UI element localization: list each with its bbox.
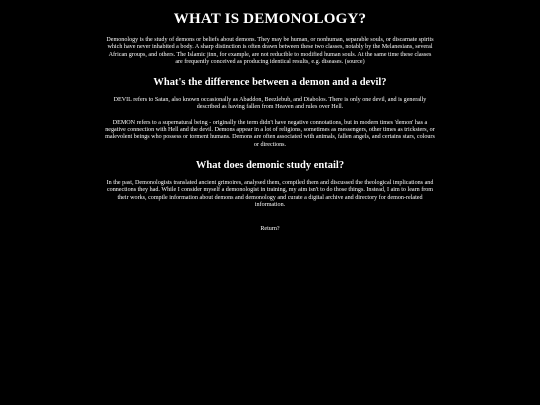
section-heading-demon-vs-devil: What's the difference between a demon and a devil?	[153, 77, 387, 89]
source-link[interactable]: (source)	[344, 58, 365, 65]
return-link[interactable]: Return?	[260, 226, 280, 233]
devil-paragraph: DEVIL refers to Satan, also known occasionally as Abaddon, Beezlebub, and Diabolos. There is only one devil, and is generally described as having fallen from Heaven and rules over Hell.	[113, 97, 427, 111]
demonic-study-paragraph: In the past, Demonologists translated ancient grimoires, analysed them, compiled them and discussed the theological implications and connections they had. While I consider myself a demonologist in training, my aim isn't to do those things. Instead, I aim to learn from their works, compile information about demons and demonology and curate a digital archive and directory for demon-related information.	[106, 179, 434, 208]
intro-paragraph	[105, 37, 435, 66]
intro-text: Demonology is the study of demons or beliefs about demons. They may be human, or nonhuman, separable souls, or discarnate spirits which have never inhabited a body. A sharp distinction is often drawn between these two classes, notably by the Melanesians, several African groups, and others. The Islamic jinn, for example, are not reducible to modified human souls. At the same time these classes are frequently conceived as producing identical results, e.g. diseases.	[106, 37, 434, 65]
section-heading-demonic-study: What does demonic study entail?	[195, 159, 345, 171]
demon-paragraph: DEMON refers to a supernatural being - originally the term didn't have negative connotations, but in modern times 'demon' has a negative connection with Hell and the devil. Demons appear in a lot of religions, sometimes as messengers, other times as tricksters, or malevolent beings who possess or torment humans. Demons are often associated with animals, fallen angels, and certains stars, colours or directions.	[105, 119, 435, 148]
page-title: WHAT IS DEMONOLOGY?	[173, 11, 367, 27]
